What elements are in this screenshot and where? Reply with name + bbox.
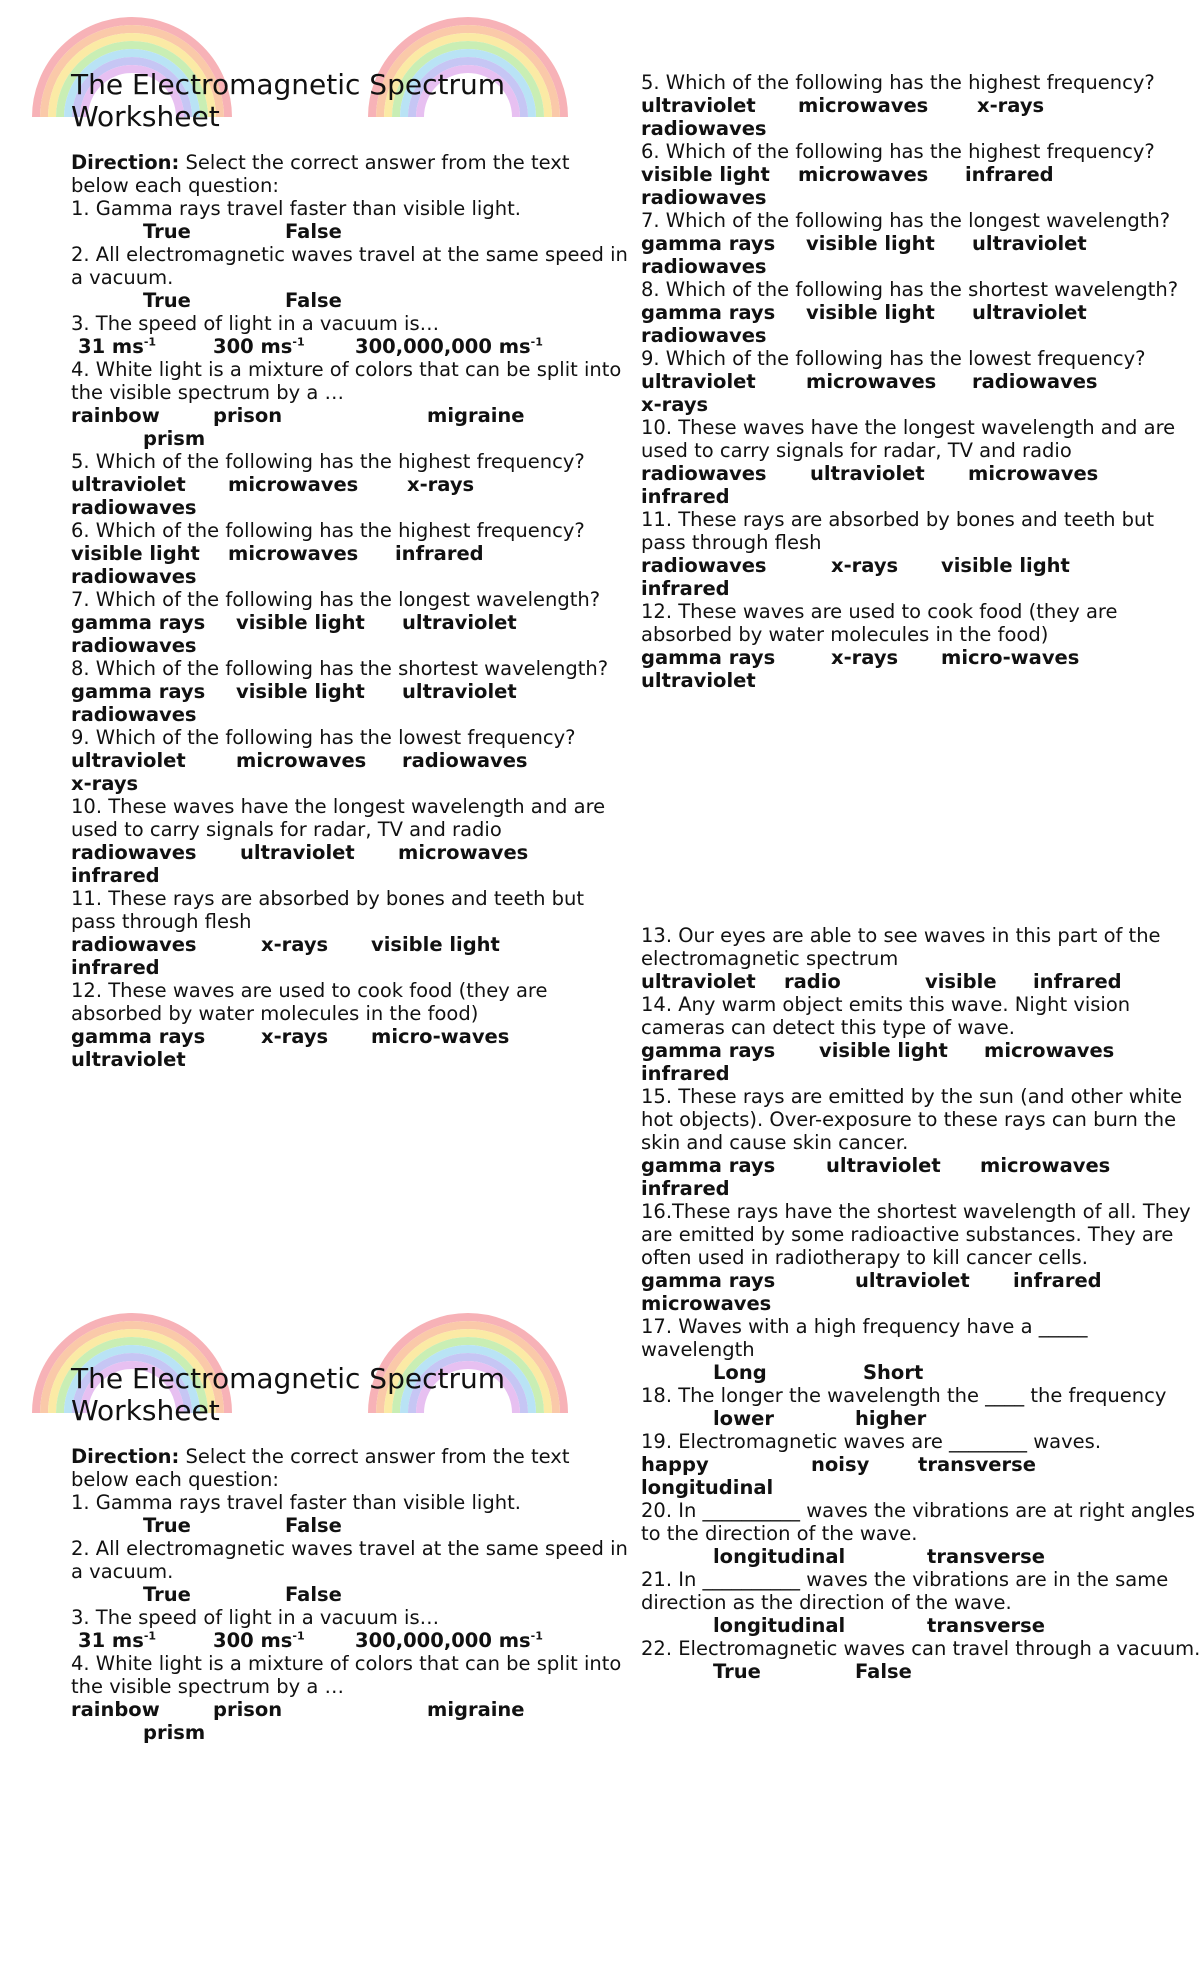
option: 300 $ms^{-1}$ — [213, 335, 305, 358]
option: 300,000,000 $ms^{-1}$ — [355, 335, 543, 358]
option: x-rays — [261, 1025, 329, 1048]
question-13: 13. Our eyes are able to see waves in this part of the electromagnetic spectrum — [641, 924, 1161, 970]
option: infrared — [1013, 1269, 1102, 1292]
option: gamma rays — [641, 232, 776, 255]
options-7b — [71, 634, 631, 657]
option: False — [285, 289, 342, 312]
options-10 — [71, 841, 631, 864]
options-22 — [641, 1660, 1200, 1683]
option: gamma rays — [71, 611, 206, 634]
worksheet-title: The Electromagnetic Spectrum Worksheet — [71, 68, 505, 133]
option: infrared — [641, 1177, 730, 1200]
options-7 — [641, 232, 1200, 255]
question-8: 8. Which of the following has the shortest wavelength? — [641, 278, 1179, 301]
option: radiowaves — [641, 255, 767, 278]
option: radiowaves — [71, 703, 197, 726]
worksheet-top — [71, 69, 631, 1071]
options-14b — [641, 1062, 1200, 1085]
direction-label: Direction: — [71, 151, 180, 174]
option: microwaves — [806, 370, 937, 393]
option: x-rays — [641, 393, 709, 416]
option: radiowaves — [71, 565, 197, 588]
option: ultraviolet — [641, 970, 756, 993]
option: infrared — [71, 956, 160, 979]
options-11b — [71, 956, 631, 979]
question-4: 4. White light is a mixture of colors that can be split into the visible spectrum by a … — [71, 358, 622, 404]
options-8b — [641, 324, 1200, 347]
option: visible light — [236, 680, 365, 703]
option: transverse — [918, 1453, 1036, 1476]
option: rainbow — [71, 404, 160, 427]
option: ultraviolet — [855, 1269, 970, 1292]
option: Short — [863, 1361, 924, 1384]
option: visible light — [806, 232, 935, 255]
question-2: 2. All electromagnetic waves travel at the same speed in a vacuum. — [71, 1537, 628, 1583]
option: False — [285, 1514, 342, 1537]
direction-label: Direction: — [71, 1445, 180, 1468]
option: radiowaves — [71, 634, 197, 657]
option: microwaves — [236, 749, 367, 772]
question-18: 18. The longer the wavelength the ____ the frequency — [641, 1384, 1167, 1407]
option: radiowaves — [71, 496, 197, 519]
option: microwaves — [798, 94, 929, 117]
option: gamma rays — [641, 1154, 776, 1177]
option: visible light — [641, 163, 770, 186]
option: infrared — [641, 1062, 730, 1085]
question-7: 7. Which of the following has the longest wavelength? — [71, 588, 601, 611]
option: ultraviolet — [240, 841, 355, 864]
options-18 — [641, 1407, 1200, 1430]
question-19: 19. Electromagnetic waves are ________ waves. — [641, 1430, 1102, 1453]
option: True — [143, 1583, 191, 1606]
direction — [71, 1445, 631, 1491]
option: visible light — [236, 611, 365, 634]
option: longitudinal — [713, 1545, 846, 1568]
option: False — [855, 1660, 912, 1683]
option: True — [143, 289, 191, 312]
option: higher — [855, 1407, 927, 1430]
option: micro-waves — [371, 1025, 510, 1048]
options-19b — [641, 1476, 1200, 1499]
question-8: 8. Which of the following has the shortest wavelength? — [71, 657, 609, 680]
direction-text: Select the correct answer from the text below each question: — [71, 1445, 570, 1491]
option: 31 $ms^{-1}$ — [78, 1629, 157, 1652]
option: longitudinal — [641, 1476, 774, 1499]
option: x-rays — [977, 94, 1045, 117]
question-4: 4. White light is a mixture of colors that can be split into the visible spectrum by a … — [71, 1652, 622, 1698]
question-1: 1. Gamma rays travel faster than visible light. — [71, 197, 521, 220]
option: x-rays — [407, 473, 475, 496]
option: True — [143, 1514, 191, 1537]
options-4b — [71, 1721, 631, 1744]
option: radio — [784, 970, 841, 993]
option: microwaves — [641, 1292, 772, 1315]
question-6: 6. Which of the following has the highest frequency? — [71, 519, 585, 542]
question-15: 15. These rays are emitted by the sun (and other white hot objects). Over-exposure to these rays can burn the skin and cause skin cancer. — [641, 1085, 1183, 1154]
options-3 — [71, 335, 631, 358]
option: radiowaves — [71, 841, 197, 864]
options-15 — [641, 1154, 1200, 1177]
worksheet-bottom — [71, 1363, 631, 1744]
question-11: 11. These rays are absorbed by bones and teeth but pass through flesh — [71, 887, 585, 933]
option: microwaves — [398, 841, 529, 864]
options-10b — [641, 485, 1200, 508]
option: ultraviolet — [71, 1048, 186, 1071]
option: ultraviolet — [972, 301, 1087, 324]
options-1 — [71, 220, 631, 243]
options-2 — [71, 289, 631, 312]
options-8 — [71, 680, 631, 703]
option: visible — [925, 970, 997, 993]
option: radiowaves — [641, 324, 767, 347]
option: radiowaves — [71, 933, 197, 956]
question-22: 22. Electromagnetic waves can travel through a vacuum. — [641, 1637, 1200, 1660]
option: ultraviolet — [402, 611, 517, 634]
options-4 — [71, 404, 631, 427]
option: ultraviolet — [972, 232, 1087, 255]
option: prism — [143, 1721, 206, 1744]
option: 300 $ms^{-1}$ — [213, 1629, 305, 1652]
option: gamma rays — [641, 301, 776, 324]
question-11: 11. These rays are absorbed by bones and teeth but pass through flesh — [641, 508, 1155, 554]
question-20: 20. In __________ waves the vibrations are at right angles to the direction of the wave. — [641, 1499, 1196, 1545]
option: noisy — [811, 1453, 870, 1476]
option: x-rays — [261, 933, 329, 956]
option: Long — [713, 1361, 767, 1384]
option: gamma rays — [641, 1269, 776, 1292]
option: infrared — [641, 485, 730, 508]
direction — [71, 151, 631, 197]
options-5b — [71, 496, 631, 519]
option: transverse — [927, 1545, 1045, 1568]
option: rainbow — [71, 1698, 160, 1721]
question-6: 6. Which of the following has the highest frequency? — [641, 140, 1155, 163]
option: visible light — [941, 554, 1070, 577]
option: infrared — [395, 542, 484, 565]
worksheet-right-top — [641, 71, 1200, 692]
options-12b — [641, 669, 1200, 692]
option: x-rays — [831, 554, 899, 577]
option: microwaves — [228, 473, 359, 496]
options-15b — [641, 1177, 1200, 1200]
options-6 — [641, 163, 1200, 186]
option: False — [285, 220, 342, 243]
options-11 — [641, 554, 1200, 577]
worksheet-title: The Electromagnetic Spectrum Worksheet — [71, 1362, 505, 1427]
options-12 — [71, 1025, 631, 1048]
option: gamma rays — [641, 646, 776, 669]
question-17: 17. Waves with a high frequency have a _____ wavelength — [641, 1315, 1088, 1361]
option: ultraviolet — [641, 370, 756, 393]
option: radiowaves — [641, 117, 767, 140]
options-5b — [641, 117, 1200, 140]
option: radiowaves — [641, 554, 767, 577]
question-2: 2. All electromagnetic waves travel at the same speed in a vacuum. — [71, 243, 628, 289]
option: microwaves — [968, 462, 1099, 485]
options-11b — [641, 577, 1200, 600]
options-3 — [71, 1629, 631, 1652]
option: microwaves — [984, 1039, 1115, 1062]
options-8b — [71, 703, 631, 726]
option: ultraviolet — [641, 94, 756, 117]
options-7b — [641, 255, 1200, 278]
worksheet-right-bottom — [641, 924, 1200, 1683]
options-16b — [641, 1292, 1200, 1315]
option: happy — [641, 1453, 709, 1476]
option: infrared — [641, 577, 730, 600]
question-12: 12. These waves are used to cook food (they are absorbed by water molecules in the food) — [71, 979, 548, 1025]
question-10: 10. These waves have the longest wavelength and are used to carry signals for radar, TV and radio — [641, 416, 1176, 462]
options-5 — [641, 94, 1200, 117]
options-6b — [71, 565, 631, 588]
question-3: 3. The speed of light in a vacuum is… — [71, 312, 440, 335]
option: ultraviolet — [641, 669, 756, 692]
options-6 — [71, 542, 631, 565]
question-16: 16.These rays have the shortest wavelength of all. They are emitted by some radioactive substances. They are often used in radiotherapy to kill cancer cells. — [641, 1200, 1191, 1269]
question-5: 5. Which of the following has the highest frequency? — [641, 71, 1155, 94]
options-4 — [71, 1698, 631, 1721]
question-21: 21. In __________ waves the vibrations are in the same direction as the direction of the wave. — [641, 1568, 1169, 1614]
option: gamma rays — [641, 1039, 776, 1062]
question-14: 14. Any warm object emits this wave. Night vision cameras can detect this type of wave. — [641, 993, 1131, 1039]
options-9 — [641, 370, 1200, 393]
question-10: 10. These waves have the longest wavelength and are used to carry signals for radar, TV and radio — [71, 795, 606, 841]
options-13 — [641, 970, 1200, 993]
option: infrared — [71, 864, 160, 887]
option: prism — [143, 427, 206, 450]
options-21 — [641, 1614, 1200, 1637]
option: x-rays — [71, 772, 139, 795]
option: 300,000,000 $ms^{-1}$ — [355, 1629, 543, 1652]
question-7: 7. Which of the following has the longest wavelength? — [641, 209, 1171, 232]
option: visible light — [806, 301, 935, 324]
option: visible light — [371, 933, 500, 956]
option: True — [713, 1660, 761, 1683]
options-12 — [641, 646, 1200, 669]
option: ultraviolet — [71, 473, 186, 496]
option: migraine — [427, 1698, 525, 1721]
option: visible light — [71, 542, 200, 565]
option: radiowaves — [402, 749, 528, 772]
options-5 — [71, 473, 631, 496]
options-20 — [641, 1545, 1200, 1568]
direction-text: Select the correct answer from the text below each question: — [71, 151, 570, 197]
question-1: 1. Gamma rays travel faster than visible light. — [71, 1491, 521, 1514]
option: radiowaves — [972, 370, 1098, 393]
options-12b — [71, 1048, 631, 1071]
option: transverse — [927, 1614, 1045, 1637]
option: True — [143, 220, 191, 243]
option: ultraviolet — [826, 1154, 941, 1177]
option: ultraviolet — [810, 462, 925, 485]
option: gamma rays — [71, 680, 206, 703]
option: infrared — [1033, 970, 1122, 993]
options-14 — [641, 1039, 1200, 1062]
option: ultraviolet — [402, 680, 517, 703]
options-6b — [641, 186, 1200, 209]
options-10b — [71, 864, 631, 887]
option: ultraviolet — [71, 749, 186, 772]
option: migraine — [427, 404, 525, 427]
option: longitudinal — [713, 1614, 846, 1637]
option: gamma rays — [71, 1025, 206, 1048]
options-7 — [71, 611, 631, 634]
option: micro-waves — [941, 646, 1080, 669]
options-16 — [641, 1269, 1200, 1292]
option: prison — [213, 404, 283, 427]
option: x-rays — [831, 646, 899, 669]
question-3: 3. The speed of light in a vacuum is… — [71, 1606, 440, 1629]
question-5: 5. Which of the following has the highest frequency? — [71, 450, 585, 473]
option: infrared — [965, 163, 1054, 186]
options-4b — [71, 427, 631, 450]
options-2 — [71, 1583, 631, 1606]
option: microwaves — [798, 163, 929, 186]
options-11 — [71, 933, 631, 956]
question-9: 9. Which of the following has the lowest frequency? — [71, 726, 576, 749]
options-9 — [71, 749, 631, 772]
option: visible light — [819, 1039, 948, 1062]
option: False — [285, 1583, 342, 1606]
option: lower — [713, 1407, 774, 1430]
option: 31 $ms^{-1}$ — [78, 335, 157, 358]
options-19 — [641, 1453, 1200, 1476]
option: radiowaves — [641, 186, 767, 209]
option: microwaves — [980, 1154, 1111, 1177]
question-12: 12. These waves are used to cook food (they are absorbed by water molecules in the food) — [641, 600, 1118, 646]
option: microwaves — [228, 542, 359, 565]
options-1 — [71, 1514, 631, 1537]
question-9: 9. Which of the following has the lowest frequency? — [641, 347, 1146, 370]
options-17 — [641, 1361, 1200, 1384]
options-9b — [71, 772, 631, 795]
options-8 — [641, 301, 1200, 324]
option: prison — [213, 1698, 283, 1721]
options-9b — [641, 393, 1200, 416]
option: radiowaves — [641, 462, 767, 485]
options-10 — [641, 462, 1200, 485]
